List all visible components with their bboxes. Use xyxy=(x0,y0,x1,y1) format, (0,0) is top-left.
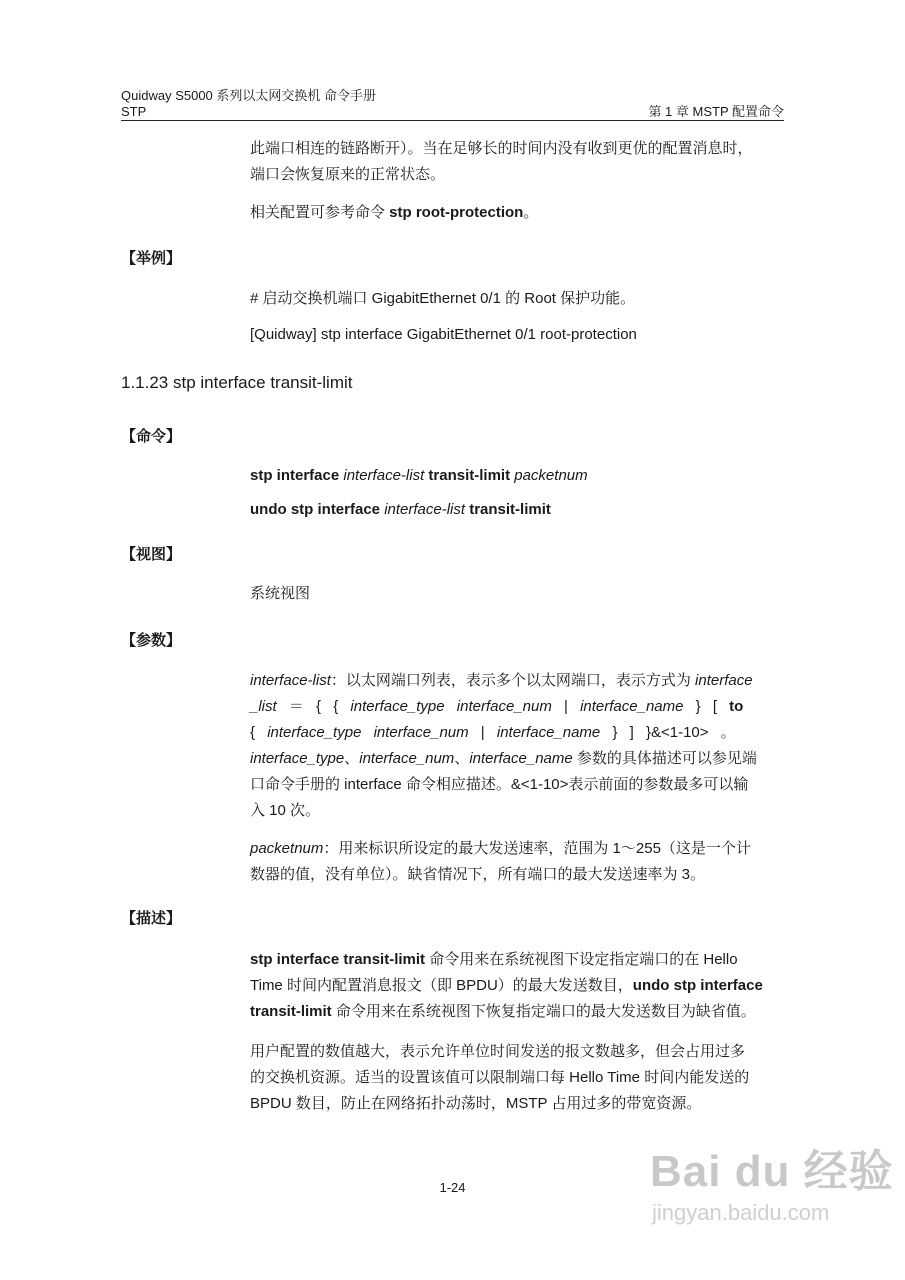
example-label: 【举例】 xyxy=(121,250,182,267)
header-chapter: 第 1 章 MSTP 配置命令 xyxy=(648,104,784,119)
params-label: 【参数】 xyxy=(121,632,182,649)
page-number: 1-24 xyxy=(439,1180,466,1195)
view-text: 系统视图 xyxy=(250,585,311,602)
example-comment: # 启动交换机端口 GigabitEthernet 0/1 的 Root 保护功能。 xyxy=(250,290,636,307)
intro-line-1: 此端口相连的链路断开）。当在足够长的时间内没有收到更优的配置消息时， xyxy=(250,140,753,157)
desc-label: 【描述】 xyxy=(121,910,182,927)
header-section: STP xyxy=(121,104,147,119)
view-label: 【视图】 xyxy=(121,546,182,563)
desc-paragraph-2: 用户配置的数值越大，表示允许单位时间发送的报文数越多，但会占用过多 的交换机资源。适当的设置该值可以限制端口每 Hello Time 时间内能发送的 BPDU 数目，防止在网络拓扑动荡时，MSTP 占用过多的带宽资源。 xyxy=(250,1043,750,1112)
example-command: [Quidway] stp interface GigabitEthernet 0/1 root-protection xyxy=(250,326,637,343)
command-syntax-1: stp interface interface-list transit-limit packetnum xyxy=(250,467,588,484)
section-title: 1.1.23 stp interface transit-limit xyxy=(121,373,353,392)
header-product: Quidway S5000 系列以太网交换机 命令手册 xyxy=(121,88,377,103)
desc-paragraph-1: stp interface transit-limit 命令用来在系统视图下设定指定端口的在 Hello Time 时间内配置消息报文（即 BPDU）的最大发送数目，undo stp interface transit-limit 命令用来在系统视图下恢复指定端口的最大发送数目为缺省值。 xyxy=(250,951,763,1020)
intro-line-2: 端口会恢复原来的正常状态。 xyxy=(250,166,446,183)
watermark-logo: Bai du 经验 xyxy=(650,1147,894,1196)
command-syntax-2: undo stp interface interface-list transit-limit xyxy=(250,501,551,518)
related-config: 相关配置可参考命令 stp root-protection。 xyxy=(250,204,539,221)
param-packetnum: packetnum：用来标识所设定的最大发送速率，范围为 1～255（这是一个计 数器的值，没有单位）。缺省情况下，所有端口的最大发送速率为 3。 xyxy=(250,840,751,883)
header-rule xyxy=(121,120,784,121)
param-interface-list: interface-list：以太网端口列表，表示多个以太网端口，表示方式为 interface _list ＝ { { interface_type interface_num | interface_name } [ to { interface_type interface_num | interface_name } ] }&<1-10> 。 interface_type、interface_num、interface_name 参数的具体描述可以参见端 口命令手册的 interface 命令相应描述。&<1-10>表示前面的参数最多可以输 入 10 次。 xyxy=(250,672,757,819)
command-label: 【命令】 xyxy=(121,428,182,445)
watermark-url: jingyan.baidu.com xyxy=(652,1200,830,1225)
intro-paragraph xyxy=(250,136,784,188)
related-command: stp root-protection xyxy=(389,204,524,221)
